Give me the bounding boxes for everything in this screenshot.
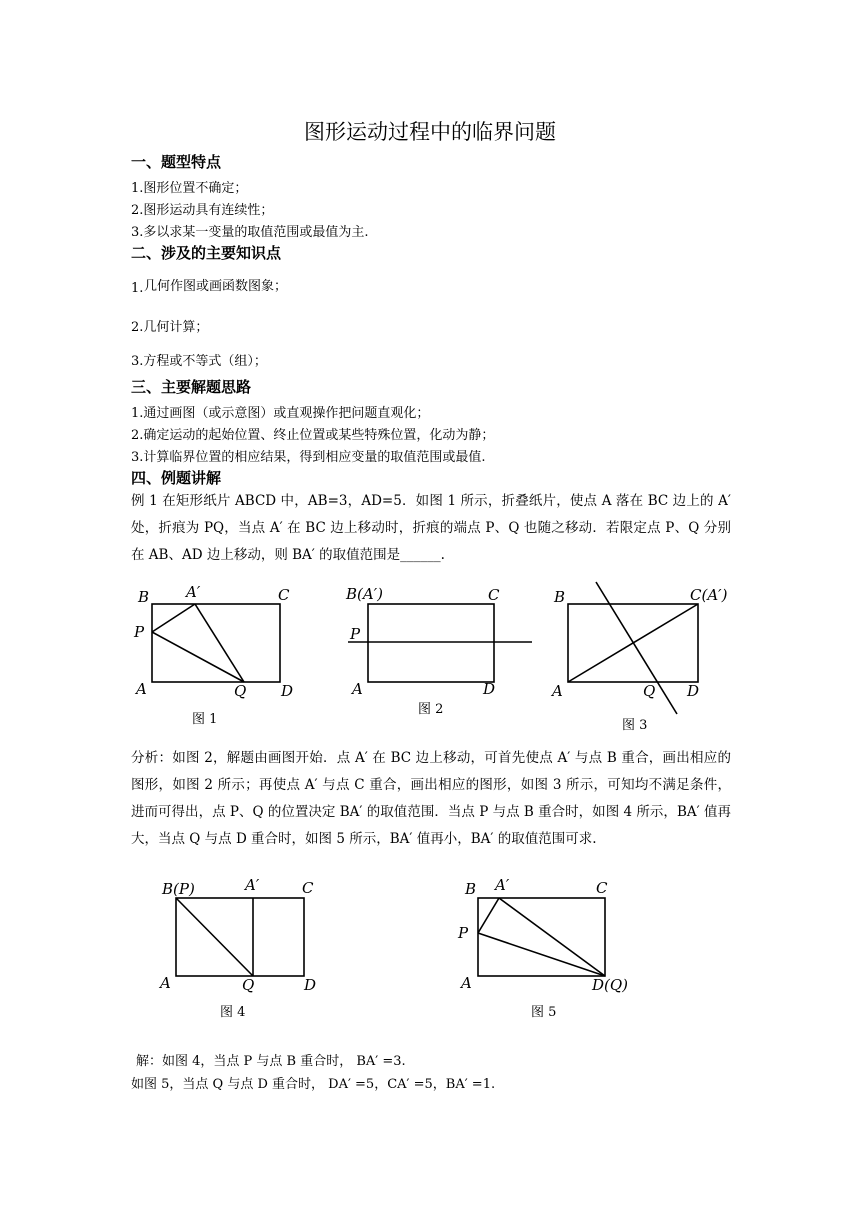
s2-item-2: 2.几何计算； [131, 320, 209, 335]
figure-4 [150, 872, 340, 1022]
label-D: D [483, 680, 496, 698]
segment-PA1 [478, 898, 499, 933]
label-B: B [465, 880, 477, 898]
s1-item-1: 1.图形位置不确定； [131, 181, 248, 196]
label-B: B [138, 588, 150, 606]
section-heading-4: 四、例题讲解 [131, 469, 222, 487]
solution-line-2: 如图 5，当点 Q 与点 D 重合时， DA′ =5，CA′ =5，BA′ =1. [131, 1077, 496, 1092]
label-D-Q: D(Q) [592, 976, 629, 994]
figure-5 [455, 872, 655, 1022]
label-A: A [461, 974, 472, 992]
segment-PD [478, 933, 605, 976]
label-Q: Q [643, 682, 656, 700]
s2-item-1-text: 几何作图或画函数图象； [144, 279, 288, 294]
label-C: C [488, 586, 500, 604]
segment-PQ [176, 898, 253, 976]
example-1-text: 例 1 在矩形纸片 ABCD 中，AB=3，AD=5．如图 1 所示，折叠纸片，使点 A 落在 BC 边上的 A′ 处，折痕为 PQ，当点 A′ 在 BC 边上移动时，折痕的端点 P、Q 也随之移动．若限定点 P、Q 分别在 AB、AD 边上移动，则 BA′ 的取值范围是______. [131, 493, 731, 563]
s3-item-3: 3.计算临界位置的相应结果，得到相应变量的取值范围或最值. [131, 450, 486, 465]
segment-A1Q [195, 604, 244, 682]
s1-item-2: 2.图形运动具有连续性； [131, 203, 274, 218]
label-D: D [687, 682, 700, 700]
rectangle [478, 898, 605, 976]
s2-item-1-number: 1. [131, 281, 144, 296]
label-A-prime: A′ [495, 876, 510, 894]
label-P: P [350, 625, 361, 643]
label-A: A [352, 680, 363, 698]
label-Q: Q [242, 976, 255, 994]
label-A-prime: A′ [245, 876, 260, 894]
figure-4-caption: 图 4 [220, 1005, 246, 1020]
label-A-prime: A′ [186, 583, 201, 601]
label-B-A-prime: B(A′) [346, 585, 383, 603]
s3-item-1: 1.通过画图（或示意图）或直观操作把问题直观化； [131, 406, 430, 421]
label-C-A-prime: C(A′) [690, 586, 728, 604]
label-C: C [302, 879, 314, 897]
label-Q: Q [234, 682, 247, 700]
section-heading-3: 三、主要解题思路 [131, 378, 252, 396]
label-C: C [596, 879, 608, 897]
label-A: A [136, 680, 147, 698]
label-P: P [134, 623, 145, 641]
figure-5-caption: 图 5 [531, 1005, 557, 1020]
solution-line-1: 解：如图 4，当点 P 与点 B 重合时， BA′ =3. [136, 1054, 406, 1069]
label-D: D [281, 682, 294, 700]
figure-2 [340, 580, 540, 730]
segment-A1D [499, 898, 605, 976]
label-P: P [458, 924, 469, 942]
label-D: D [304, 976, 317, 994]
figure-2-caption: 图 2 [418, 702, 444, 717]
segment-PA1 [152, 604, 195, 632]
s2-item-3: 3.方程或不等式（组）； [131, 354, 267, 369]
page-title: 图形运动过程中的临界问题 [304, 120, 556, 144]
section-heading-1: 一、题型特点 [131, 153, 222, 171]
figure-1-caption: 图 1 [192, 712, 218, 727]
section-heading-2: 二、涉及的主要知识点 [131, 244, 282, 262]
label-B-P: B(P) [162, 880, 195, 898]
rectangle [176, 898, 304, 976]
label-C: C [278, 586, 290, 604]
label-A: A [160, 974, 171, 992]
analysis-text: 分析：如图 2，解题由画图开始．点 A′ 在 BC 边上移动，可首先使点 A′ 与点 B 重合，画出相应的图形，如图 2 所示；再使点 A′ 与点 C 重合，画出相应的图形，如图 3 所示，可知均不满足条件，进而可得出，点 P、Q 的位置决定 BA′ 的取值范围．当点 P 与点 B 重合时，如图 4 所示，BA′ 值再大，当点 Q 与点 D 重合时，如图 5 所示，BA′ 值再小，BA′ 的取值范围可求. [131, 750, 731, 847]
figure-3-caption: 图 3 [622, 718, 648, 733]
segment-PQ [152, 632, 244, 682]
rectangle [368, 604, 494, 682]
s1-item-3: 3.多以求某一变量的取值范围或最值为主. [131, 225, 369, 240]
figure-1 [130, 580, 300, 730]
figure-3 [548, 578, 738, 738]
fold-line [596, 582, 677, 714]
label-B: B [554, 588, 566, 606]
label-A: A [552, 682, 563, 700]
s3-item-2: 2.确定运动的起始位置、终止位置或某些特殊位置，化动为静； [131, 428, 495, 443]
